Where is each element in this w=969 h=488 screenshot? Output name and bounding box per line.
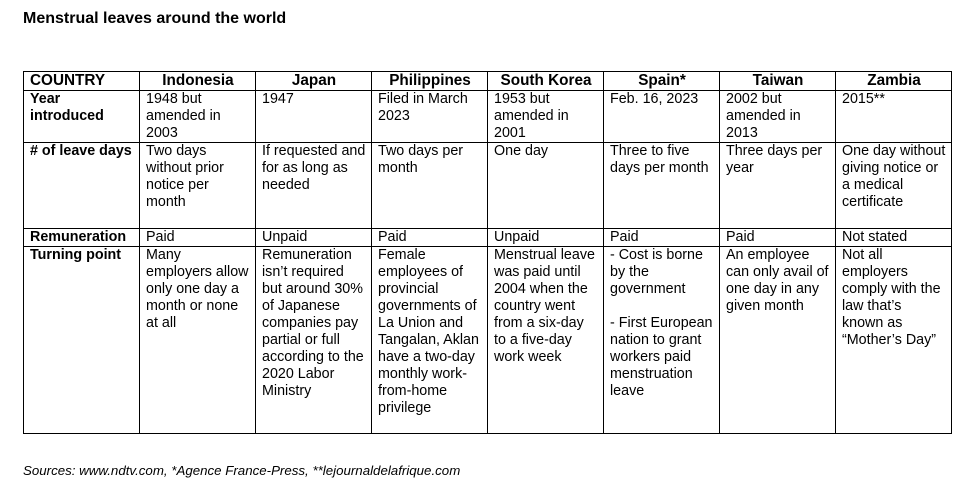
table-cell: Female employees of provincial governments of La Union and Tangalan, Aklan have a two-day monthly work-from-home privilege [372, 247, 488, 434]
row-header-remuneration: Remuneration [24, 229, 140, 247]
table-cell: Paid [140, 229, 256, 247]
table-cell: An employee can only avail of one day in any given month [720, 247, 836, 434]
table-header-row [24, 72, 952, 91]
table-cell: Menstrual leave was paid until 2004 when the country went from a six-day to a five-day work week [488, 247, 604, 434]
table-row-turning-point [24, 247, 952, 434]
table-cell: If requested and for as long as needed [256, 143, 372, 229]
table-cell: Not all employers comply with the law that’s known as “Mother’s Day” [836, 247, 952, 434]
menstrual-leave-table [23, 71, 952, 434]
table-cell: Paid [372, 229, 488, 247]
table-cell: Two days per month [372, 143, 488, 229]
table-cell: 1953 but amended in 2001 [488, 91, 604, 143]
table-cell: Paid [720, 229, 836, 247]
column-header-spain: Spain* [604, 72, 720, 91]
column-header-indonesia: Indonesia [140, 72, 256, 91]
column-header-south-korea: South Korea [488, 72, 604, 91]
table-cell: Three days per year [720, 143, 836, 229]
row-header-turning-point: Turning point [24, 247, 140, 434]
source-note: Sources: www.ndtv.com, *Agence France-Press, **lejournaldelafrique.com [23, 463, 461, 478]
table-cell: - Cost is borne by the government - First European nation to grant workers paid menstruation leave [604, 247, 720, 434]
table-cell: 1947 [256, 91, 372, 143]
table-cell: Unpaid [256, 229, 372, 247]
table-cell: Paid [604, 229, 720, 247]
table-row-remuneration [24, 229, 952, 247]
column-header-taiwan: Taiwan [720, 72, 836, 91]
table-row-leave-days [24, 143, 952, 229]
table-row-year-introduced [24, 91, 952, 143]
table-cell: One day without giving notice or a medical certificate [836, 143, 952, 229]
table-cell: One day [488, 143, 604, 229]
table-cell: Feb. 16, 2023 [604, 91, 720, 143]
table-cell: Unpaid [488, 229, 604, 247]
column-header-japan: Japan [256, 72, 372, 91]
table-cell: Two days without prior notice per month [140, 143, 256, 229]
table-cell: 2002 but amended in 2013 [720, 91, 836, 143]
page-title: Menstrual leaves around the world [23, 10, 287, 27]
row-header-leave-days: # of leave days [24, 143, 140, 229]
table-cell: Remuneration isn’t required but around 30% of Japanese companies pay partial or full according to the 2020 Labor Ministry [256, 247, 372, 434]
table-cell: Many employers allow only one day a month or none at all [140, 247, 256, 434]
table-cell: 1948 but amended in 2003 [140, 91, 256, 143]
column-header-philippines: Philippines [372, 72, 488, 91]
column-header-zambia: Zambia [836, 72, 952, 91]
row-header-year-introduced: Year introduced [24, 91, 140, 143]
table-cell: Filed in March 2023 [372, 91, 488, 143]
table-cell: Not stated [836, 229, 952, 247]
table-cell: 2015** [836, 91, 952, 143]
column-header-country: COUNTRY [24, 72, 140, 91]
table-cell: Three to five days per month [604, 143, 720, 229]
